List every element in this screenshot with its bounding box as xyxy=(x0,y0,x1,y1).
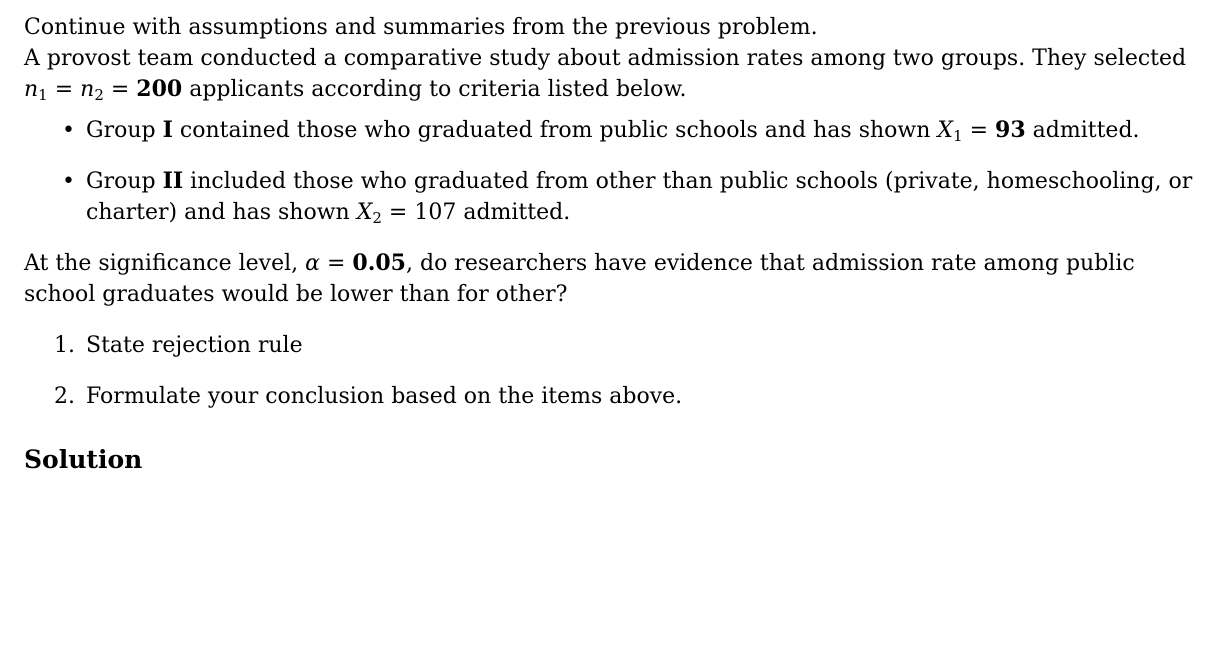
intro-line-3-rest: applicants according to criteria listed below. xyxy=(182,77,687,102)
equals-sign: = xyxy=(319,251,353,276)
list-item-task-2 xyxy=(54,381,1208,412)
x2-symbol: $X_2$ xyxy=(356,200,382,227)
x1-value: 93 xyxy=(995,117,1026,143)
list-item-group-1 xyxy=(62,115,1208,146)
intro-line-1: Continue with assumptions and summaries from the previous problem. xyxy=(24,15,818,40)
group-prefix: Group xyxy=(86,118,163,143)
x2-value: 107 xyxy=(414,200,457,225)
equals-sign: = xyxy=(47,77,81,102)
intro-line-2: A provost team conducted a comparative study about admission rates among two groups. They selected xyxy=(24,46,1187,71)
alpha-symbol: α xyxy=(305,251,320,276)
equals-sign: = xyxy=(381,200,415,225)
n2-symbol: $n_2$ xyxy=(80,77,104,104)
question-prefix: At the significance level, xyxy=(24,251,306,276)
group-description: contained those who graduated from public schools and has shown xyxy=(172,118,938,143)
question-paragraph xyxy=(24,248,1208,310)
intro-paragraph xyxy=(24,12,1208,105)
group-prefix: Group xyxy=(86,169,163,194)
task-text: State rejection rule xyxy=(86,333,303,358)
task-text: Formulate your conclusion based on the items above. xyxy=(86,384,683,409)
group-name: II xyxy=(162,168,184,194)
bullet-icon: • xyxy=(62,118,75,143)
group-description: included those who graduated from other than public schools (private, homeschooling, or charter) and has shown xyxy=(86,169,1193,225)
list-item-task-1 xyxy=(54,330,1208,361)
list-item-group-2 xyxy=(62,166,1208,228)
question-text: , do researchers have evidence that admission rate among public school graduates would be lower than for other? xyxy=(24,251,1135,307)
alpha-value: 0.05 xyxy=(352,250,406,276)
x1-symbol: $X_1$ xyxy=(937,118,963,145)
bullet-icon: • xyxy=(62,169,75,194)
equals-sign: = xyxy=(962,118,996,143)
equals-sign: = xyxy=(103,77,137,102)
group-list xyxy=(24,115,1208,228)
task-number: 1. xyxy=(54,333,75,358)
group-name: I xyxy=(162,117,173,143)
task-number: 2. xyxy=(54,384,75,409)
group-suffix: admitted. xyxy=(1025,118,1140,143)
group-suffix: admitted. xyxy=(456,200,571,225)
sample-size-value: 200 xyxy=(136,76,183,102)
n1-symbol: $n_1$ xyxy=(24,77,48,104)
solution-heading: Solution xyxy=(24,445,143,474)
task-list xyxy=(24,330,1208,412)
